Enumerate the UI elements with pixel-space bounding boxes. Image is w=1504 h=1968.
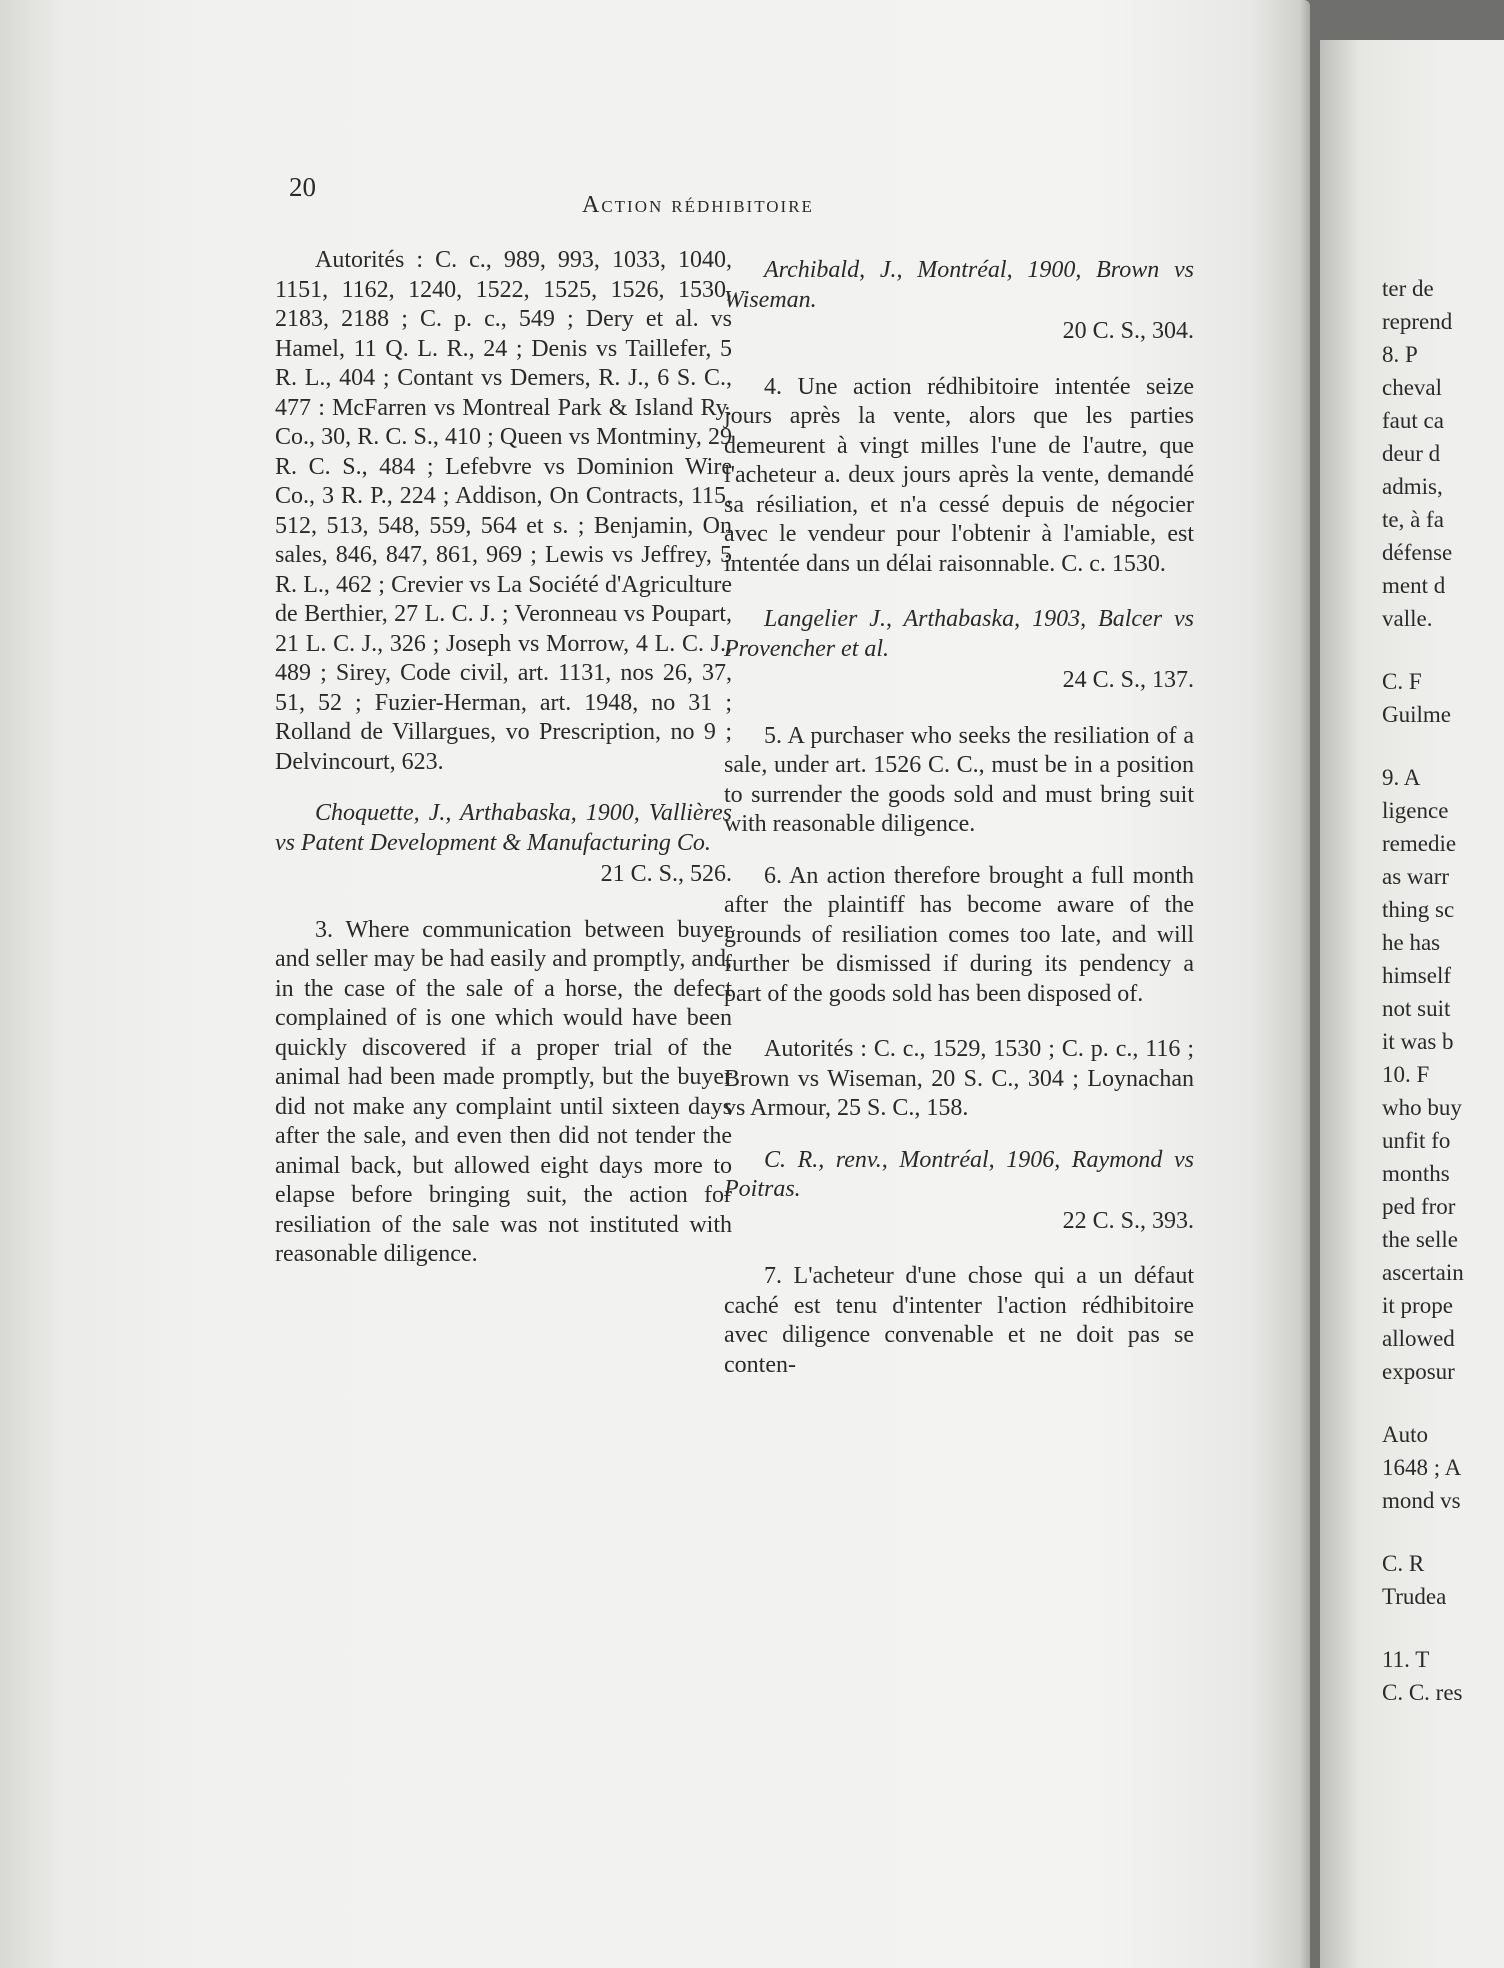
case-reference: 20 C. S., 304. [1062,318,1194,344]
right-column-line: défense [1382,540,1453,565]
right-column-line: ligence [1382,798,1449,823]
right-column-line: 10. F [1382,1062,1430,1087]
middle-column [724,256,1194,1380]
case-reference: 24 C. S., 137. [1062,667,1194,693]
right-column-line: 1648 ; A [1382,1455,1462,1480]
right-column-line: 8. P [1382,342,1418,367]
right-column-line: thing sc [1382,897,1455,922]
right-column-line: faut ca [1382,408,1444,433]
right-column-line: 11. T [1382,1647,1430,1672]
case-citation: Choquette, J., Arthabaska, 1900, Vallières vs Patent Development & Manufacturing Co. [275,800,732,856]
case-citation: Archibald, J., Montréal, 1900, Brown vs Wiseman. [724,257,1194,313]
running-head: Action rédhibitoire [582,192,814,218]
paragraph-5: 5. A purchaser who seeks the resiliation of a sale, under art. 1526 C. C., must be in a position to surrender the goods sold and must bring suit with reasonable diligence. [724,722,1194,837]
right-column-line: ment d [1382,573,1446,598]
right-column-line: valle. [1382,606,1433,631]
right-column-line: it prope [1382,1293,1453,1318]
right-column-line: unfit fo [1382,1128,1451,1153]
case-reference: 21 C. S., 526. [600,861,732,887]
right-column-line: exposur [1382,1359,1455,1384]
right-column-line: C. C. res [1382,1680,1463,1705]
right-column-line: allowed [1382,1326,1455,1351]
paragraph-7: 7. L'acheteur d'une chose qui a un défaut caché est tenu d'intenter l'action rédhibitoire avec diligence convenable et ne doit pas se conten- [724,1263,1194,1378]
right-column-line: he has [1382,930,1441,955]
right-column-line: ascertain [1382,1260,1464,1285]
right-column-line: ped fror [1382,1194,1456,1219]
right-column-line: remedie [1382,831,1457,856]
right-column-line: C. R [1382,1551,1425,1576]
right-column-line: cheval [1382,375,1443,400]
right-column-line: reprend [1382,309,1453,334]
right-column-line: not suit [1382,996,1451,1021]
right-column-line: as warr [1382,864,1450,889]
authorities-list: Autorités : C. c., 989, 993, 1033, 1040, 1151, 1162, 1240, 1522, 1525, 1526, 1530, 2183, 2188 ; C. p. c., 549 ; Dery et al. vs Hamel, 11 Q. L. R., 24 ; Denis vs Taillefer, 5 R. L., 404 ; Contant vs Demers, R. J., 6 S. C., 477 : McFarren vs Montreal Park & Island Ry. Co., 30, R. C. S., 410 ; Queen vs Montminy, 29 R. C. S., 484 ; Lefebvre vs Dominion Wire Co., 3 R. P., 224 ; Addison, On Contracts, 115, 512, 513, 548, 559, 564 et s. ; Benjamin, On sales, 846, 847, 861, 969 ; Lewis vs Jeffrey, 5 R. L., 462 ; Crevier vs La Société d'Agriculture de Berthier, 27 L. C. J. ; Veronneau vs Poupart, 21 L. C. J., 326 ; Joseph vs Morrow, 4 L. C. J., 489 ; Sirey, Code civil, art. 1131, nos 26, 37, 51, 52 ; Fuzier-Herman, art. 1948, no 31 ; Rolland de Villargues, vo Prescription, no 9 ; Delvincourt, 623. [275,247,732,775]
right-column-line: months [1382,1161,1450,1186]
page-number: 20 [289,172,316,202]
authorities-list: Autorités : C. c., 1529, 1530 ; C. p. c., 116 ; Brown vs Wiseman, 20 S. C., 304 ; Loynachan vs Armour, 25 S. C., 158. [724,1036,1194,1121]
right-column-line: deur d [1382,441,1441,466]
right-column-line: te, à fa [1382,507,1444,532]
right-column-line: the selle [1382,1227,1458,1252]
right-column-line: C. F [1382,669,1422,694]
right-column-line: ter de [1382,276,1434,301]
right-column-line: who buy [1382,1095,1462,1120]
paragraph-3: 3. Where communication between buyer and seller may be had easily and promptly, and, in the case of the sale of a horse, the defect complained of is one which would have been quickly discovered if a proper trial of the animal had been made promptly, but the buyer did not make any complaint until sixteen days after the sale, and even then did not tender the animal back, but allowed eight days more to elapse before bringing suit, the action for resiliation of the sale was not instituted with reasonable diligence. [275,916,732,1267]
right-column-line: Guilme [1382,702,1451,727]
right-column-line: it was b [1382,1029,1454,1054]
right-column-line: 9. A [1382,765,1421,790]
right-column-line: Trudea [1382,1584,1447,1609]
right-column-line: himself [1382,963,1451,988]
left-column [275,246,732,1270]
case-citation: C. R., renv., Montréal, 1906, Raymond vs Poitras. [724,1146,1194,1202]
case-citation: Langelier J., Arthabaska, 1903, Balcer vs Provencher et al. [724,606,1194,662]
paragraph-4: 4. Une action rédhibitoire intentée seize jours après la vente, alors que les parties demeurent à vingt milles l'une de l'autre, que l'acheteur a. deux jours après la vente, demandé sa résiliation, et n'a cessé depuis de négocier avec le vendeur pour l'obtenir à l'amiable, est intentée dans un délai raisonnable. C. c. 1530. [724,373,1194,577]
right-column-line: mond vs [1382,1488,1461,1513]
case-reference: 22 C. S., 393. [1062,1207,1194,1234]
right-column-line: admis, [1382,474,1443,499]
right-column-fragments [1382,272,1504,1709]
paragraph-6: 6. An action therefore brought a full month after the plaintiff has become aware of the grounds of resiliation comes too late, and will further be dismissed if during its pendency a part of the goods sold has been disposed of. [724,862,1194,1007]
right-column-line: Auto [1382,1422,1428,1447]
